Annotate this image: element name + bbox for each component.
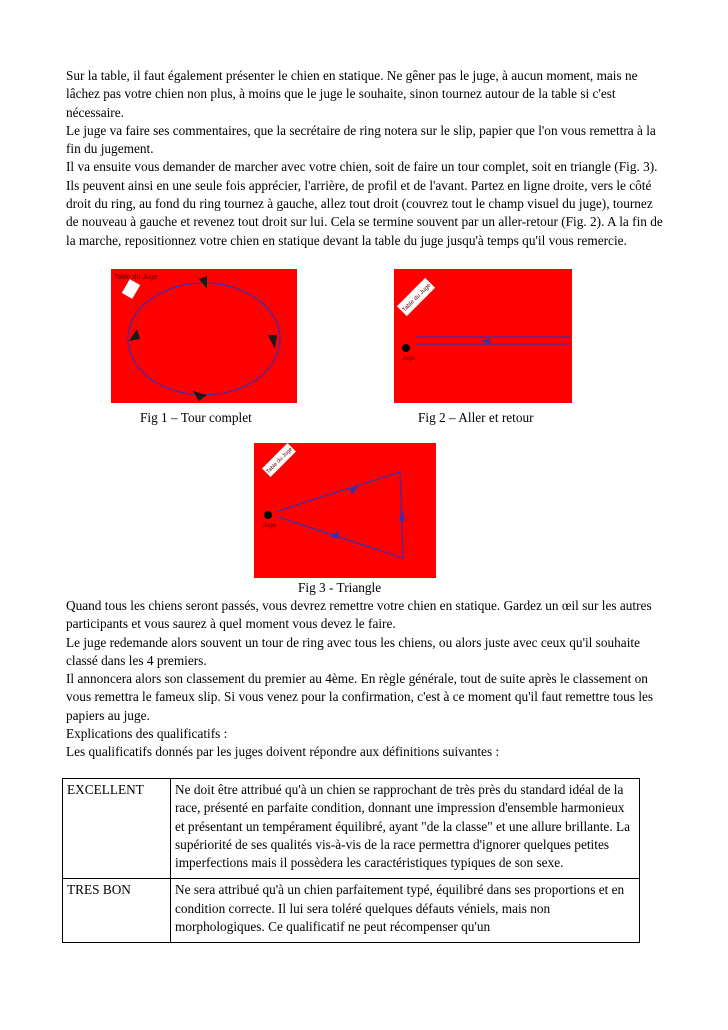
paragraph-line: Le juge va faire ses commentaires, que la secrétaire de ring notera sur le slip, papier que l'on vous remettra à la fin du jugement. (66, 122, 656, 157)
judge-label: Juge (402, 356, 416, 362)
qualificatif-definition: Ne sera attribué qu'à un chien parfaitement typé, équilibré dans ses proportions et en condition correcte. Il lui sera toléré quelques défauts véniels, mais non morphologiques. Ce qualificatif ne peut récompenser qu'un (171, 879, 640, 943)
judge-position (264, 511, 272, 519)
qualificatifs-table (62, 778, 640, 943)
figure-triangle (254, 443, 436, 578)
qualificatif-definition: Ne doit être attribué qu'à un chien se rapprochant de très près du standard idéal de la race, présenté en parfaite condition, donnant une impression d'ensemble harmonieux et présentant un tempérament équilibré, ayant "de la classe" et une allure brillante. La supériorité de ses qualités vis-à-vis de la race permettra d'ignorer quelques petites imperfections mais il possèdera les caractéristiques typiques de son sexe. (171, 779, 640, 879)
paragraph-line: Explications des qualificatifs : (66, 726, 228, 742)
figure-tour-complet (111, 269, 297, 403)
qualificatif-term: TRES BON (63, 879, 171, 943)
paragraph-line: Quand tous les chiens seront passés, vous devrez remettre votre chien en statique. Gardez un œil sur les autres participants et vous saurez à quel moment vous devez le faire. (66, 598, 652, 632)
figure-caption: Fig 3 - Triangle (298, 580, 382, 595)
paragraph-line: Le juge redemande alors souvent un tour de ring avec tous les chiens, ou alors juste avec ceux qu'il souhaite classé dans les 4 premiers. (66, 634, 640, 668)
closing-paragraph (66, 597, 666, 762)
judge-label: Juge (263, 523, 277, 529)
paragraph-line: Les qualificatifs donnés par les juges doivent répondre aux définitions suivantes : (66, 744, 500, 760)
figure-aller-retour (394, 269, 572, 403)
judge-table-label: Table du Juge (401, 282, 433, 314)
table-row (63, 779, 640, 879)
judge-position (402, 344, 410, 352)
paragraph-line: Sur la table, il faut également présenter le chien en statique. Ne gêner pas le juge, à aucun moment, mais ne lâchez pas votre chien non plus, à moins que le juge le souhaite, sinon tournez autour de la table si c'est nécessaire. (66, 68, 638, 120)
paragraph-line: Il va ensuite vous demander de marcher avec votre chien, soit de faire un tour complet, soit en triangle (Fig. 3). Ils peuvent ainsi en une seule fois apprécier, l'arrière, de profil et de l'avant. Partez en ligne droite, vers le côté droit du ring, au fond du ring tournez à gauche, allez tout droit (couvrez tout le champ visuel du juge), tournez de nouveau à gauche et revenez tout droit sur lui. Cela se termine souvent par un aller-retour (Fig. 2). A la fin de la marche, repositionnez votre chien en statique devant la table du juge jusqu'à temps qu'il vous remercie. (66, 159, 663, 248)
figure-caption: Fig 1 – Tour complet (140, 410, 252, 425)
figure-caption: Fig 2 – Aller et retour (418, 410, 534, 425)
judge-table-label: Table du Juge (265, 446, 294, 475)
intro-paragraph (66, 67, 666, 250)
paragraph-line: Il annoncera alors son classement du premier au 4ème. En règle générale, tout de suite après le classement on vous remettra le fameux slip. Si vous venez pour la confirmation, c'est à ce moment qu'il faut remettre tous les papiers au juge. (66, 671, 654, 723)
qualificatif-term: EXCELLENT (63, 779, 171, 879)
judge-table-label: Table du Juge (114, 274, 158, 281)
table-row (63, 879, 640, 943)
